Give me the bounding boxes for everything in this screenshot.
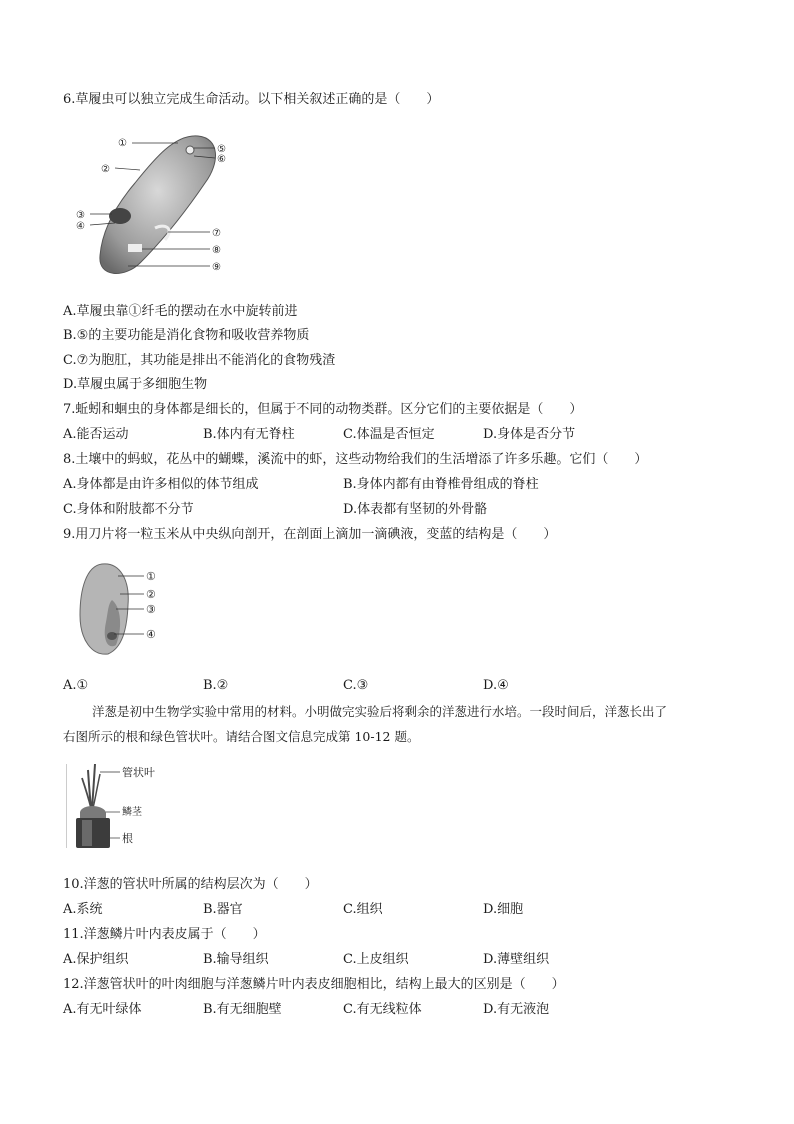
q9-option-b[interactable]: B.② [203, 678, 229, 693]
q6-option-d[interactable]: D.草履虫属于多细胞生物 [63, 377, 208, 392]
onion-label-bulb: 鳞茎 [122, 807, 142, 818]
food-vacuole [128, 244, 142, 252]
q8-stem: 8.土壤中的蚂蚁，花丛中的蝴蝶，溪流中的虾，这些动物给我们的生活增添了许多乐趣。它们（ ） [63, 452, 648, 467]
q9-option-d[interactable]: D.④ [483, 678, 509, 693]
label-4: ④ [76, 221, 85, 232]
q12-option-b[interactable]: B.有无细胞壁 [203, 1002, 282, 1017]
q9-option-c[interactable]: C.③ [343, 678, 369, 693]
q10-stem: 10.洋葱的管状叶所属的结构层次为（ ） [63, 877, 318, 892]
label-2: ② [101, 164, 110, 175]
q7-option-d[interactable]: D.身体是否分节 [483, 427, 576, 442]
corn-seed-figure [72, 560, 172, 660]
q6-option-a[interactable]: A.草履虫靠①纤毛的摆动在水中旋转前进 [63, 304, 298, 319]
q11-option-b[interactable]: B.输导组织 [203, 952, 269, 967]
onion-label-leaf: 管状叶 [122, 766, 155, 779]
paramecium-diagram [70, 128, 240, 278]
q10-option-a[interactable]: A.系统 [63, 902, 103, 917]
corn-label-2: ② [146, 588, 156, 601]
paramecium-nucleus [109, 208, 131, 224]
onion-container [76, 818, 110, 848]
q8-option-a[interactable]: A.身体都是由许多相似的体节组成 [63, 477, 259, 492]
onion-bulb [80, 806, 106, 818]
contractile-vacuole [186, 146, 194, 154]
label-1: ① [118, 138, 127, 149]
corn-label-3: ③ [146, 603, 156, 616]
q10-option-d[interactable]: D.细胞 [483, 902, 524, 917]
label-7: ⑦ [212, 228, 221, 239]
q10-option-c[interactable]: C.组织 [343, 902, 383, 917]
onion-label-root: 根 [122, 832, 133, 845]
q6-option-c[interactable]: C.⑦为胞肛，其功能是排出不能消化的食物残渣 [63, 353, 336, 368]
q7-option-a[interactable]: A.能否运动 [63, 427, 129, 442]
onion-diagram [62, 760, 172, 852]
q11-option-c[interactable]: C.上皮组织 [343, 952, 409, 967]
corn-seed-diagram [72, 560, 172, 660]
q7-option-c[interactable]: C.体温是否恒定 [343, 427, 435, 442]
q8-option-d[interactable]: D.体表都有坚韧的外骨骼 [343, 502, 488, 517]
q7-option-b[interactable]: B.体内有无脊柱 [203, 427, 295, 442]
onion-figure [62, 760, 172, 852]
corn-label-4: ④ [146, 628, 156, 641]
q9-option-a[interactable]: A.① [63, 678, 89, 693]
label-5: ⑤ [217, 144, 226, 155]
q9-stem: 9.用刀片将一粒玉米从中央纵向剖开，在剖面上滴加一滴碘液，变蓝的结构是（ ） [63, 527, 557, 542]
corn-radicle [107, 632, 117, 640]
q12-option-a[interactable]: A.有无叶绿体 [63, 1002, 142, 1017]
q6-stem: 6.草履虫可以独立完成生命活动。以下相关叙述正确的是（ ） [63, 92, 440, 107]
q10-option-b[interactable]: B.器官 [203, 902, 243, 917]
label-3: ③ [76, 210, 85, 221]
q12-option-d[interactable]: D.有无液泡 [483, 1002, 550, 1017]
q11-option-d[interactable]: D.薄壁组织 [483, 952, 550, 967]
q8-option-c[interactable]: C.身体和附肢都不分节 [63, 502, 194, 517]
passage-line-2: 右图所示的根和绿色管状叶。请结合图文信息完成第 10-12 题。 [63, 729, 420, 744]
q8-option-b[interactable]: B.身体内都有由脊椎骨组成的脊柱 [343, 477, 539, 492]
corn-label-1: ① [146, 570, 156, 583]
passage-line-1: 洋葱是初中生物学实验中常用的材料。小明做完实验后将剩余的洋葱进行水培。一段时间后，洋葱长出了 [92, 704, 668, 719]
q7-stem: 7.蚯蚓和蛔虫的身体都是细长的，但属于不同的动物类群。区分它们的主要依据是（ ） [63, 402, 583, 417]
q11-stem: 11.洋葱鳞片叶内表皮属于（ ） [63, 927, 266, 942]
label-8: ⑧ [212, 245, 221, 256]
q11-option-a[interactable]: A.保护组织 [63, 952, 129, 967]
q12-option-c[interactable]: C.有无线粒体 [343, 1002, 422, 1017]
q12-stem: 12.洋葱管状叶的叶肉细胞与洋葱鳞片叶内表皮细胞相比，结构上最大的区别是（ ） [63, 977, 565, 992]
label-9: ⑨ [212, 262, 221, 273]
paramecium-figure [70, 128, 240, 278]
q6-option-b[interactable]: B.⑤的主要功能是消化食物和吸收营养物质 [63, 328, 310, 343]
label-6: ⑥ [217, 154, 226, 165]
